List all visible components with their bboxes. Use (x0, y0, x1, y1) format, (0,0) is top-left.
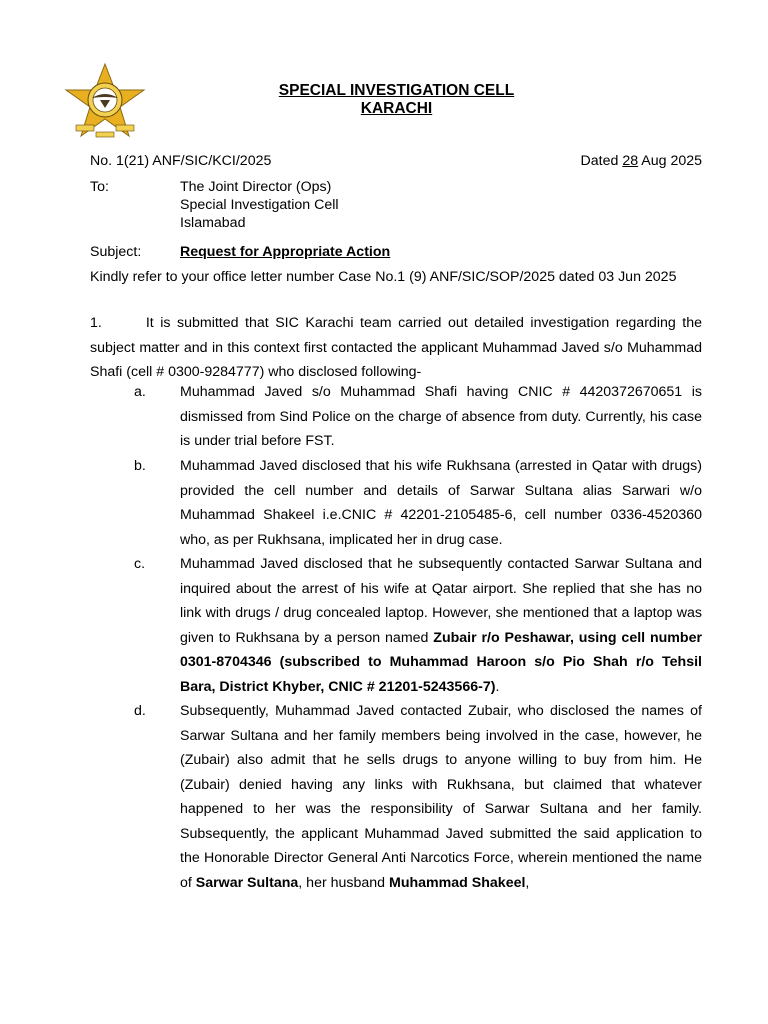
item-c-end: . (495, 678, 500, 695)
reference-number: No. 1(21) ANF/SIC/KCI/2025 (90, 153, 272, 169)
reference-paragraph: Kindly refer to your office letter number Case No.1 (9) ANF/SIC/SOP/2025 dated 03 Jun 2025 (90, 269, 677, 285)
date-prefix: Dated (580, 153, 623, 169)
date-line (581, 152, 703, 170)
item-d-bold-1: Sarwar Sultana (195, 874, 299, 891)
item-b-label: b. (134, 458, 146, 474)
letterhead-city: KARACHI (360, 100, 433, 117)
item-d-text (180, 699, 702, 895)
item-d-bold-2: Muhammad Shakeel (389, 874, 526, 891)
item-c-label: c. (134, 556, 146, 572)
item-a-label: a. (134, 384, 146, 400)
item-a-text: Muhammad Javed s/o Muhammad Shafi having CNIC # 4420372670651 is dismissed from Sind Police on the charge of absence from duty. Currently, his case is under trial before FST. (180, 384, 702, 449)
item-d-plain: Subsequently, Muhammad Javed contacted Zubair, who disclosed the names of Sarwar Sultana and her family members being involved in the case, however, he (Zubair) also admit that he sells drugs to anyone willing to buy from him. He (Zubair) denied having any links with Rukhsana, but claimed that whatever happened to her was the responsibility of Sarwar Sultana and her family. Subsequently, the applicant Muhammad Javed submitted the said application to the Honorable Director General Anti Narcotics Force, wherein mentioned the name of (180, 703, 702, 891)
letterhead (0, 82, 768, 118)
item-d-tail: , (525, 874, 530, 891)
date-rest: Aug 2025 (638, 153, 702, 169)
letterhead-title: SPECIAL INVESTIGATION CELL (278, 82, 515, 99)
item-d-label: d. (134, 703, 146, 719)
item-d-mid: , her husband (298, 874, 390, 891)
recipient-line-1: The Joint Director (Ops) (180, 179, 332, 195)
item-b-text: Muhammad Javed disclosed that his wife Rukhsana (arrested in Qatar with drugs) provided the cell number and details of Sarwar Sultana alias Sarwari w/o Muhammad Shakeel i.e.CNIC # 42201-2105485-6, cell number 0336-4520360 who, as per Rukhsana, implicated her in drug case. (180, 458, 702, 548)
subject-text: Request for Appropriate Action (180, 244, 391, 260)
to-label: To: (90, 179, 109, 195)
recipient-address (180, 178, 339, 232)
recipient-line-2: Special Investigation Cell (180, 197, 339, 213)
paragraph-1-number: 1. (90, 315, 102, 331)
paragraph-1 (90, 311, 702, 385)
paragraph-1-text: It is submitted that SIC Karachi team carried out detailed investigation regarding the subject matter and in this context first contacted the applicant Muhammad Javed s/o Muhammad Shafi (cell # 0300-9284777) who disclosed following- (90, 315, 702, 380)
item-c-bold: Zubair r/o Peshawar, using cell number 0301-8704346 (subscribed to Muhammad Haroon s/o Pio Shah r/o Tehsil Bara, District Khyber, CNIC # 21201-5243566-7) (180, 629, 702, 695)
item-c-plain: Muhammad Javed disclosed that he subsequently contacted Sarwar Sultana and inquired about the arrest of his wife at Qatar airport. She replied that she has no link with drugs / drug concealed laptop. However, she mentioned that a laptop was given to Rukhsana by a person named (180, 556, 702, 646)
item-c-text (180, 552, 702, 699)
date-day: 28 (622, 153, 639, 169)
recipient-line-3: Islamabad (180, 215, 246, 231)
subject-label: Subject: (90, 244, 142, 260)
